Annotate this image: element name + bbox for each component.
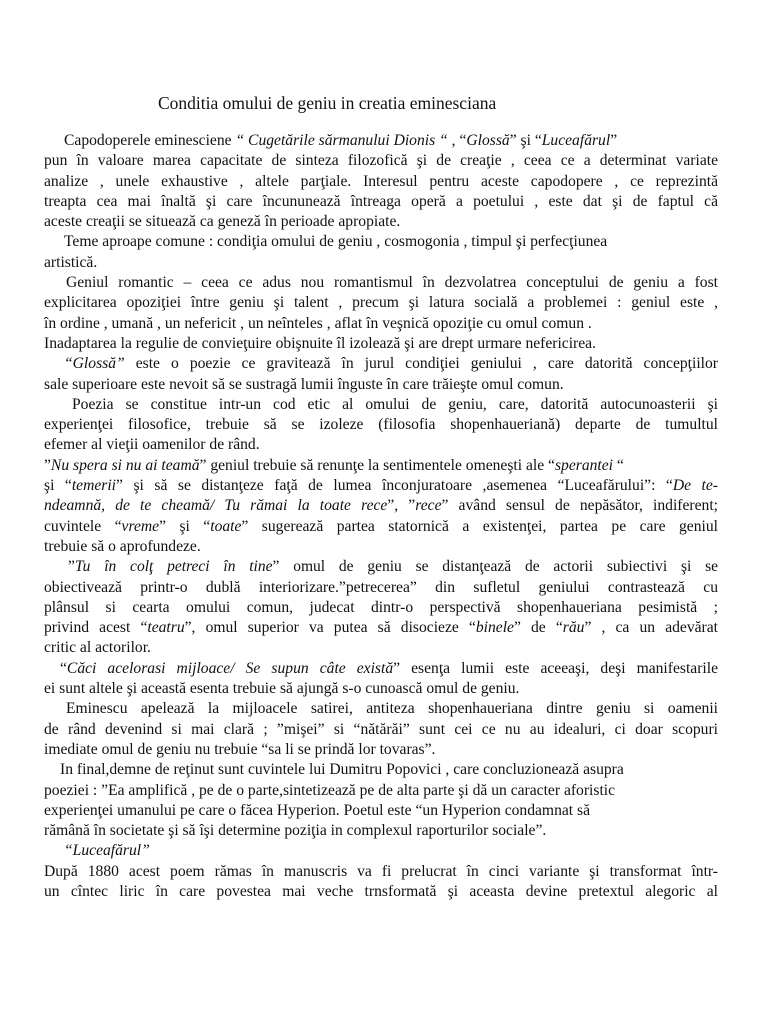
italic-quote: vreme: [121, 517, 160, 535]
text-run: ”, omul superior va putea să disocieze “: [184, 619, 476, 637]
text-line: [44, 537, 718, 557]
text-line: [44, 415, 718, 435]
text-run: ”: [44, 456, 51, 474]
text-run: de rând devenind si mai clară ; ”mişei” si “nătărăi” sunt cei ce nu au idealuri, ci doar scopuri: [44, 720, 718, 738]
text-run: ”: [68, 558, 75, 576]
text-line: [44, 679, 718, 699]
text-line: [44, 618, 718, 638]
text-run: ” de “: [513, 619, 563, 637]
italic-quote: Căci acelorasi mijloace/ Se supun câte există: [66, 659, 394, 677]
text-run: analize , unele exhaustive , altele parţiale. Interesul pentru aceste capodopere , ce reprezintă: [44, 172, 718, 190]
text-line: [44, 314, 718, 334]
italic-quote: Nu spera si nu ai teamă: [50, 456, 200, 474]
text-line: [44, 578, 718, 598]
text-run: experienţei umanului pe care o făcea Hyperion. Poetul este “un Hyperion condamnat să: [44, 801, 591, 819]
text-run: pun în valoare marea capacitate de sinteza filozofică şi de creaţie , ceea ce a determinat variate: [44, 152, 718, 170]
text-line: [44, 862, 718, 882]
text-run: Capodoperele eminesciene: [64, 132, 236, 149]
text-line: [44, 882, 718, 902]
text-run: privind acest “: [44, 619, 148, 637]
text-run: explicitarea opoziţiei între geniu şi talent , precum şi latura socială a problemei : geniul este ,: [44, 294, 718, 312]
italic-quote: toate: [210, 517, 242, 535]
text-run: ” şi “: [159, 517, 211, 535]
text-line: [44, 740, 718, 760]
text-line: [44, 131, 718, 151]
text-line: [44, 841, 718, 861]
text-run: un cîntec liric în care povestea mai veche trnsformată şi aceasta devine pretextul alegoric al: [44, 882, 718, 900]
text-run: ” omul de geniu se distanţează de actorii subiectivi şi se: [272, 558, 718, 576]
text-run: ” având sensul de nepăsător, indiferent;: [441, 497, 718, 515]
text-run: trebuie să o aprofundeze.: [44, 537, 201, 555]
text-run: în ordine , umană , un nefericit , un neînteles , aflat în veşnică opoziţie cu omul comun .: [44, 314, 592, 332]
text-run: imediate omul de geniu nu trebuie “sa li se prindă lor tovaras”.: [44, 740, 436, 758]
italic-quote: De te-: [672, 477, 718, 495]
italic-quote: ndeamnă, de te cheamă/ Tu rămai la toate rece: [44, 497, 388, 515]
text-run: După 1880 acest poem rămas în manuscris va fi prelucrat în cinci variante şi transformat într-: [44, 862, 718, 880]
text-run: , “: [451, 132, 467, 149]
text-run: aceste creaţii se situează ca geneză în perioade apropiate.: [44, 213, 401, 231]
text-run: cuvintele “: [44, 517, 122, 535]
text-line: [44, 212, 718, 232]
italic-quote: “Luceafărul”: [64, 842, 150, 860]
document-title: Conditia omului de geniu in creatia eminesciana: [158, 93, 497, 113]
text-line: [44, 375, 718, 395]
text-line: [44, 435, 718, 455]
text-run: “: [613, 456, 624, 474]
text-run: ” esenţa lumii este aceeaşi, deşi manifestarile: [393, 659, 718, 677]
text-line: [44, 598, 718, 618]
text-line: [44, 781, 718, 801]
text-line: [44, 496, 718, 516]
text-run: ei sunt altele şi această esenta trebuie să ajungă s-o cunoască omul de geniu.: [44, 680, 520, 698]
text-line: [44, 720, 718, 740]
text-run: şi “: [44, 477, 72, 495]
text-run: rămână în societate şi să îşi determine poziţia in complexul raporturilor sociale”.: [44, 822, 547, 840]
text-run: ” şi “: [509, 132, 542, 149]
italic-quote: “Glossă”: [64, 355, 125, 373]
italic-quote: teatru: [147, 619, 185, 637]
text-line: [44, 517, 718, 537]
italic-quote: Glossă: [466, 132, 510, 149]
text-run: este o poezie ce gravitează în jurul condiţiei geniului , care datorită concepţiilor: [124, 355, 718, 373]
text-run: ” geniul trebuie să renunţe la sentimentele omeneşti ale “: [199, 456, 555, 474]
text-line: [44, 151, 718, 171]
text-line: [44, 253, 718, 273]
text-line: [44, 699, 718, 719]
italic-quote: temerii: [71, 477, 117, 495]
italic-quote: rece: [415, 497, 442, 515]
text-run: ”: [610, 132, 618, 149]
text-line: [44, 760, 718, 780]
text-line: [44, 293, 718, 313]
text-line: [44, 476, 718, 496]
italic-quote: sperantei: [554, 456, 614, 474]
text-run: Inadaptarea la regulie de convieţuire obişnuite îl izolează şi are drept urmare nefericirea.: [44, 334, 596, 352]
italic-quote: “ Cugetările sărmanului Dionis “: [235, 132, 452, 149]
text-line: [44, 456, 718, 476]
text-run: treapta cea mai înaltă şi care încununează întreaga operă a poetului , este dat şi de faptul că: [44, 192, 718, 210]
text-line: [44, 557, 718, 577]
text-line: [44, 638, 718, 658]
text-line: [44, 395, 718, 415]
document-body: [44, 131, 718, 902]
text-run: poeziei : ”Ea amplifică , pe de o parte,sintetizează pe de alta parte şi dă un caracter aforistic: [44, 781, 616, 799]
text-run: Geniul romantic – ceea ce adus nou romantismul în dezvolatrea conceptului de geniu a fost: [66, 274, 718, 292]
text-line: [44, 273, 718, 293]
text-line: [44, 354, 718, 374]
italic-quote: rău: [562, 619, 585, 637]
text-run: In final,demne de reţinut sunt cuvintele lui Dumitru Popovici , care concluzionează asupra: [60, 761, 624, 779]
text-line: [44, 232, 718, 252]
text-line: [44, 172, 718, 192]
text-line: [44, 192, 718, 212]
text-line: [44, 334, 718, 354]
text-line: [44, 801, 718, 821]
text-run: experienţei filosofice, trebuie să se izoleze (filosofia shopenhaueriană) departe de tumultul: [44, 416, 718, 434]
text-line: [44, 821, 718, 841]
italic-quote: Tu în colţ petreci în tine: [74, 558, 273, 576]
text-run: plânsul si cearta omului comun, judecat dintr-o perspectivă shopenhaueriana pesimistă ;: [44, 598, 718, 616]
text-run: sale superioare este nevoit să se sustragă lumii înguste în care trăieşte omul comun.: [44, 375, 564, 393]
text-run: “: [60, 659, 67, 677]
text-run: Eminescu apelează la mijloacele satirei, antiteza shopenhaueriana dintre geniu si oamenii: [66, 700, 718, 718]
text-run: ” sugerează partea statornică a existenţei, partea pe care geniul: [241, 517, 718, 535]
text-run: ” , ca un adevărat: [584, 619, 718, 637]
text-run: ”, ”: [387, 497, 416, 515]
text-run: obiectivează printr-o dublă interiorizare.”petrecerea” din sufletul geniului contrastează cu: [44, 578, 718, 596]
text-run: Poezia se constitue intr-un cod etic al omului de geniu, care, datorită autocunoasterii şi: [72, 395, 718, 413]
text-run: critic al actorilor.: [44, 639, 151, 657]
text-run: efemer al vieţii oamenilor de rând.: [44, 436, 260, 454]
italic-quote: Luceafărul: [541, 132, 611, 149]
text-run: artistică.: [44, 253, 98, 271]
text-run: ” şi să se distanţeze faţă de lumea înconjuratoare ,asemenea “Luceafărului”: “: [116, 477, 673, 495]
text-run: Teme aproape comune : condiţia omului de geniu , cosmogonia , timpul şi perfecţiunea: [64, 233, 608, 251]
italic-quote: binele: [475, 619, 514, 637]
text-line: [44, 659, 718, 679]
